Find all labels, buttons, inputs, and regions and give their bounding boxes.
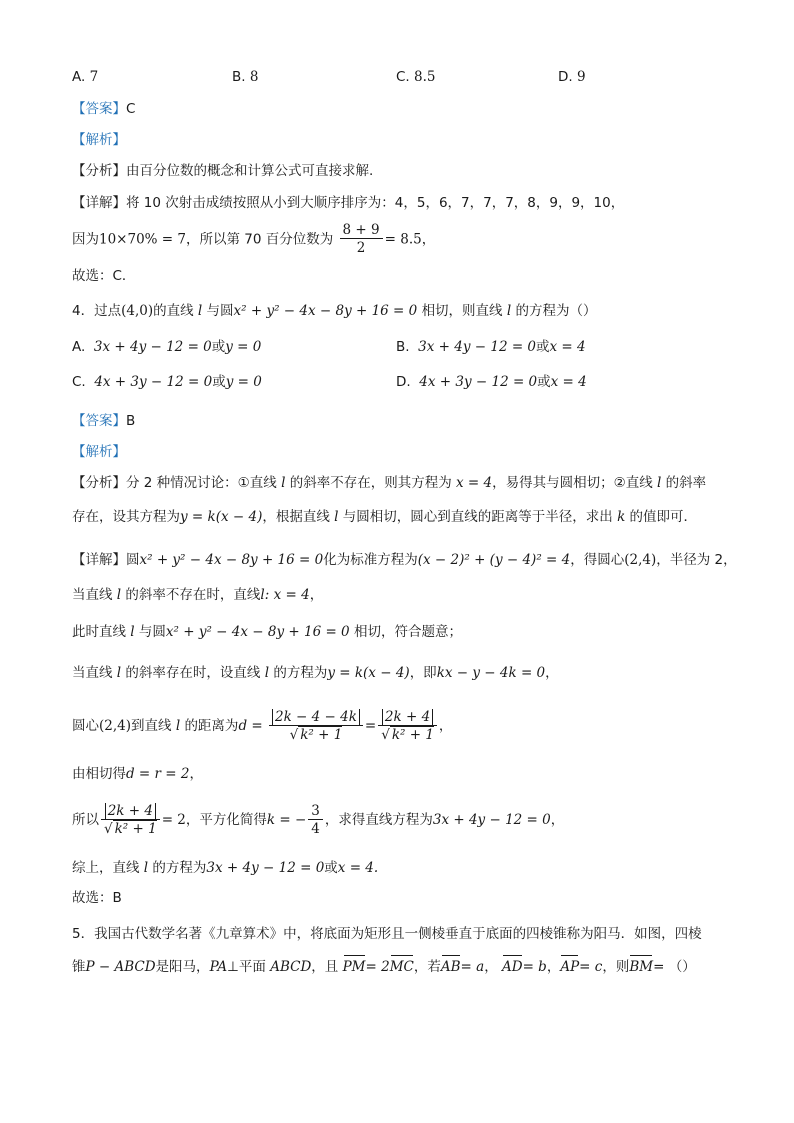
- q4-xj-line3: 此时直线 l 与圆x² + y² − 4x − 8y + 16 = 0 相切，符合题意；: [72, 624, 462, 640]
- q4-xj-line7: 所以 $\frac{2k + 4}{\text{√ k² + 1}}$ = 2，平方化简得k = − $\frac{3}{4}$ ，求得直线方程为3x + 4y − 12 = 0，: [72, 802, 565, 837]
- q4-xj-line6: 由相切得d = r = 2，: [72, 766, 203, 782]
- q4-fenxi-line2: 存在，设其方程为y = k(x − 4)，根据直线 l 与圆相切，圆心到直线的距离等于半径，求出 k 的值即可．: [72, 509, 698, 525]
- q3-analysis-tag: 【解析】: [72, 132, 126, 148]
- q3-conclusion: 故选：C．: [72, 268, 136, 284]
- q3-fenxi: 【分析】由百分位数的概念和计算公式可直接求解.: [72, 163, 374, 179]
- q4-xj-line8: 综上，直线 l 的方程为3x + 4y − 12 = 0或x = 4.: [72, 860, 379, 876]
- q4-xj-line4: 当直线 l 的斜率存在时，设直线 l 的方程为y = k(x − 4)，即kx − y − 4k = 0，: [72, 665, 559, 681]
- q4-xj-line5: 圆心(2,4)到直线 l 的距离为d = $\frac{2k - 4 - 4k}{\text{√ k² + 1}}$ = $\frac{2k + 4}{\text{√ k² + 1}}$ ，: [72, 708, 453, 743]
- option-c: C. 8.5: [396, 69, 436, 85]
- q5-stem-line2: 锥P − ABCD是阳马，PA⊥平面 ABCD，且 PM= 2MC，若AB= a， AD= b，AP= c，则BM= （）: [72, 959, 696, 975]
- option-a: A. 7: [72, 69, 99, 85]
- q4-option-a: A. 3x + 4y − 12 = 0或y = 0: [72, 339, 262, 355]
- q4-conclusion: 故选：B: [72, 890, 122, 906]
- q3-xiangjie: 【详解】将 10 次射击成绩按照从小到大顺序排序为：4，5，6，7，7，7，8，9，9，10，: [72, 195, 625, 211]
- q3-calc-line: 因为10×70% = 7，所以第 70 百分位数为 $\frac{8 + 9}{2}$ = 8.5，: [72, 222, 436, 256]
- q4-fenxi-line1: 【分析】分 2 种情况讨论：①直线 l 的斜率不存在，则其方程为 x = 4，易得其与圆相切；②直线 l 的斜率: [72, 475, 707, 491]
- q4-stem: 4．过点(4,0)的直线 l 与圆x² + y² − 4x − 8y + 16 = 0 相切，则直线 l 的方程为（）: [72, 303, 597, 319]
- q4-xj-line2: 当直线 l 的斜率不存在时，直线l: x = 4，: [72, 587, 324, 603]
- q4-analysis-tag: 【解析】: [72, 444, 126, 460]
- q4-option-d: D. 4x + 3y − 12 = 0或x = 4: [396, 374, 587, 390]
- option-d: D. 9: [558, 69, 586, 85]
- q3-answer: 【答案】C: [72, 101, 136, 117]
- q5-stem-line1: 5．我国古代数学名著《九章算术》中，将底面为矩形且一侧棱垂直于底面的四棱锥称为阳马．如图，四棱: [72, 926, 702, 942]
- q4-option-b: B. 3x + 4y − 12 = 0或x = 4: [396, 339, 586, 355]
- q4-xj-line1: 【详解】圆x² + y² − 4x − 8y + 16 = 0化为标准方程为(x − 2)² + (y − 4)² = 4，得圆心(2,4)，半径为 2，: [72, 552, 737, 568]
- q4-answer: 【答案】B: [72, 413, 136, 429]
- q4-option-c: C. 4x + 3y − 12 = 0或y = 0: [72, 374, 262, 390]
- option-b: B. 8: [232, 69, 259, 85]
